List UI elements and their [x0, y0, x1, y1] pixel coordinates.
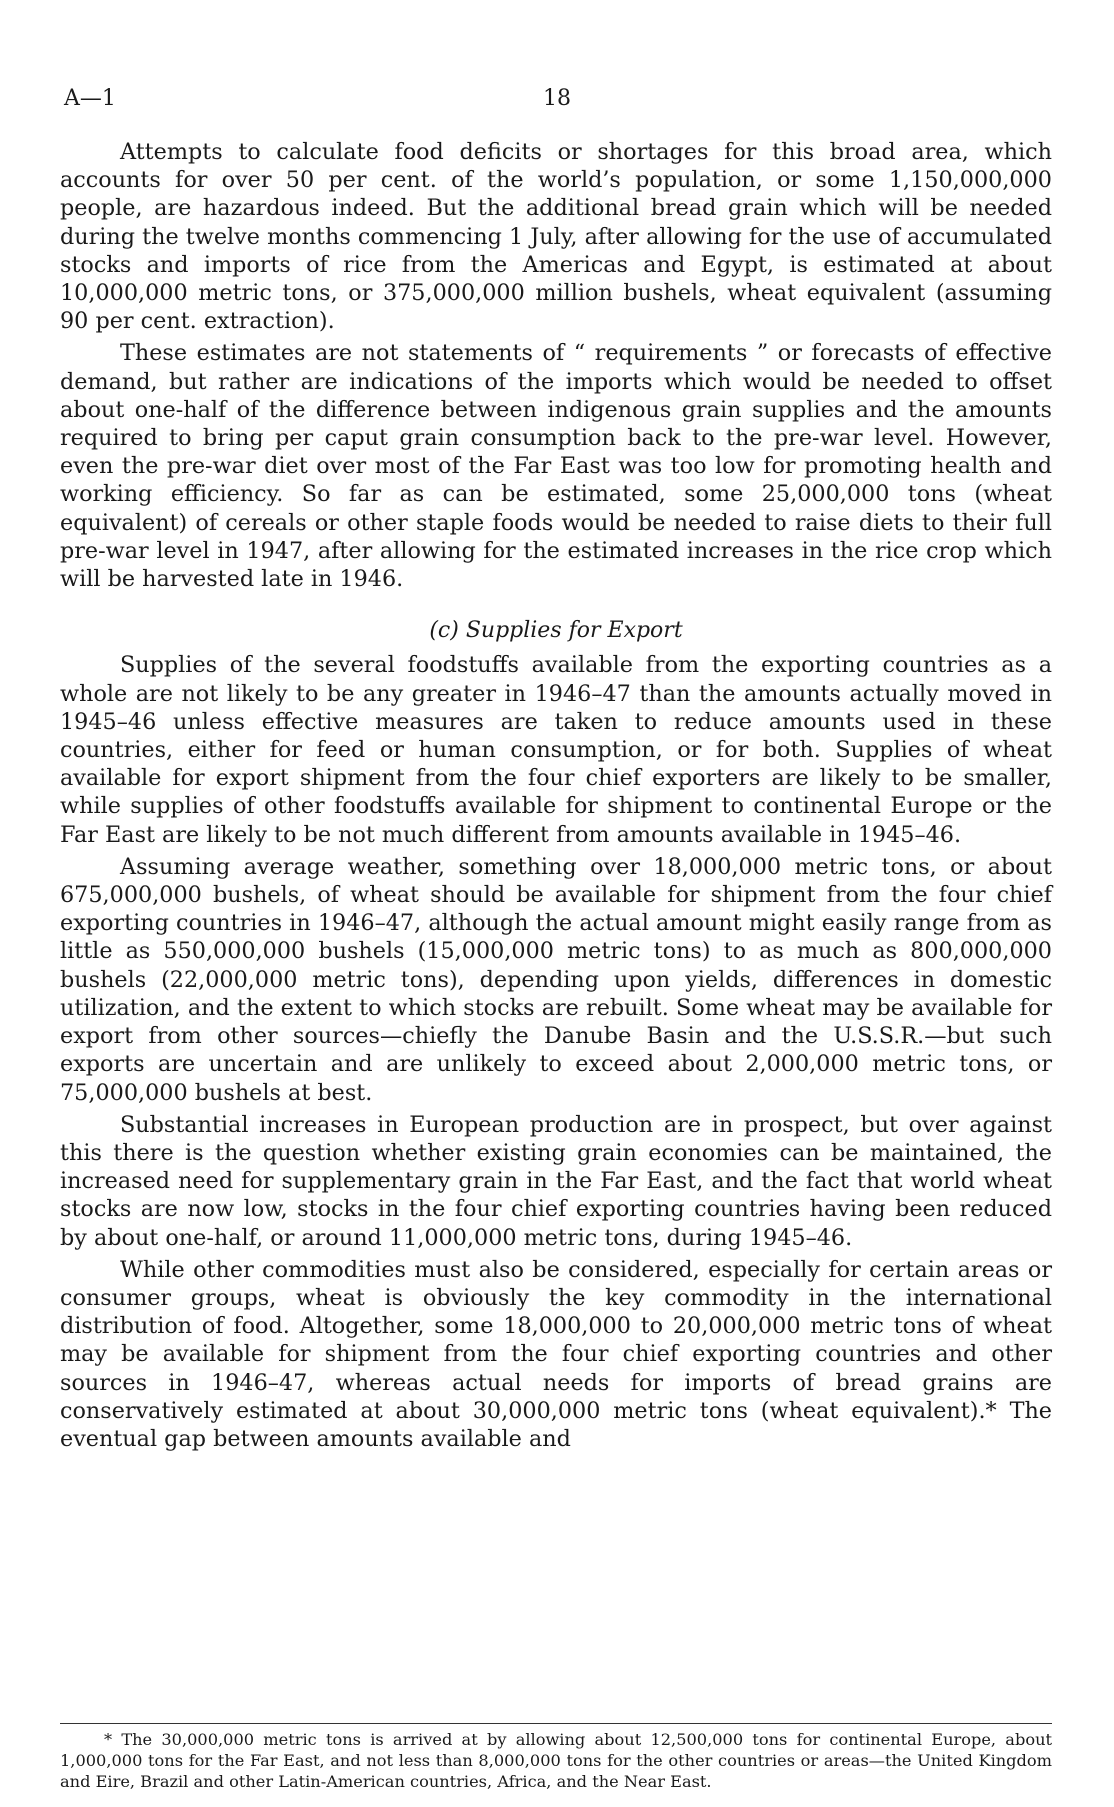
- footnote: [60, 1729, 1052, 1792]
- paragraph-1: Attempts to calculate food deficits or shortages for this broad area, which accounts for over 50 per cent. of the world’s population, or some 1,150,000,000 people, are hazardous indeed. But the additional bread grain which will be needed during the twelve months commencing 1 July, after allowing for the use of accumulated stocks and imports of rice from the Americas and Egypt, is estimated at about 10,000,000 metric tons, or 375,000,000 million bushels, wheat equivalent (assuming 90 per cent. extraction).: [60, 139, 1052, 335]
- footnote-divider: [60, 1723, 1052, 1724]
- document-reference: A—1: [64, 86, 116, 111]
- paragraph-5: Substantial increases in European production are in prospect, but over against this there is the question whether existing grain economies can be maintained, the increased need for supplementary grain in the Far East, and the fact that world wheat stocks are now low, stocks in the four chief exporting countries having been reduced by about one-half, or around 11,000,000 metric tons, during 1945–46.: [60, 1111, 1052, 1251]
- body-text: [60, 138, 1052, 1457]
- page-header: [64, 86, 1050, 116]
- paragraph-2: These estimates are not statements of “ requirements ” or forecasts of effective demand, but rather are indications of the imports which would be needed to offset about one-half of the difference between indigenous grain supplies and the amounts required to bring per caput grain consumption back to the pre-war level. However, even the pre-war diet over most of the Far East was too low for promoting health and working efficiency. So far as can be estimated, some 25,000,000 tons (wheat equivalent) of cereals or other staple foods would be needed to raise diets to their full pre-war level in 1947, after allowing for the estimated increases in the rice crop which will be harvested late in 1946.: [60, 340, 1052, 593]
- section-heading: (c) Supplies for Export: [429, 618, 683, 644]
- paragraph-4: Assuming average weather, something over 18,000,000 metric tons, or about 675,000,000 bushels, of wheat should be available for shipment from the four chief exporting countries in 1946–47, although the actual amount might easily range from as little as 550,000,000 bushels (15,000,000 metric tons) to as much as 800,000,000 bushels (22,000,000 metric tons), depending upon yields, differences in domestic utilization, and the extent to which stocks are rebuilt. Some wheat may be available for export from other sources—chiefly the Danube Basin and the U.S.S.R.—but such exports are uncertain and are unlikely to exceed about 2,000,000 metric tons, or 75,000,000 bushels at best.: [60, 853, 1052, 1106]
- page-number: 18: [543, 86, 571, 111]
- paragraph-3: Supplies of the several foodstuffs available from the exporting countries as a whole are not likely to be any greater in 1946–47 than the amounts actually moved in 1945–46 unless effective measures are taken to reduce amounts used in these countries, either for feed or human consumption, or for both. Supplies of wheat available for export shipment from the four chief exporters are likely to be smaller, while supplies of other foodstuffs available for shipment to continental Europe or the Far East are likely to be not much different from amounts available in 1945–46.: [60, 652, 1052, 848]
- footnote-text: * The 30,000,000 metric tons is arrived at by allowing about 12,500,000 tons for continental Europe, about 1,000,000 tons for the Far East, and not less than 8,000,000 tons for the other countries or areas—the United Kingdom and Eire, Brazil and other Latin-American countries, Africa, and the Near East.: [60, 1730, 1052, 1791]
- paragraph-6: While other commodities must also be considered, especially for certain areas or consumer groups, wheat is obviously the key commodity in the international distribution of food. Altogether, some 18,000,000 to 20,000,000 metric tons of wheat may be available for shipment from the four chief exporting countries and other sources in 1946–47, whereas actual needs for imports of bread grains are conservatively estimated at about 30,000,000 metric tons (wheat equivalent).* The eventual gap between amounts available and: [60, 1256, 1052, 1452]
